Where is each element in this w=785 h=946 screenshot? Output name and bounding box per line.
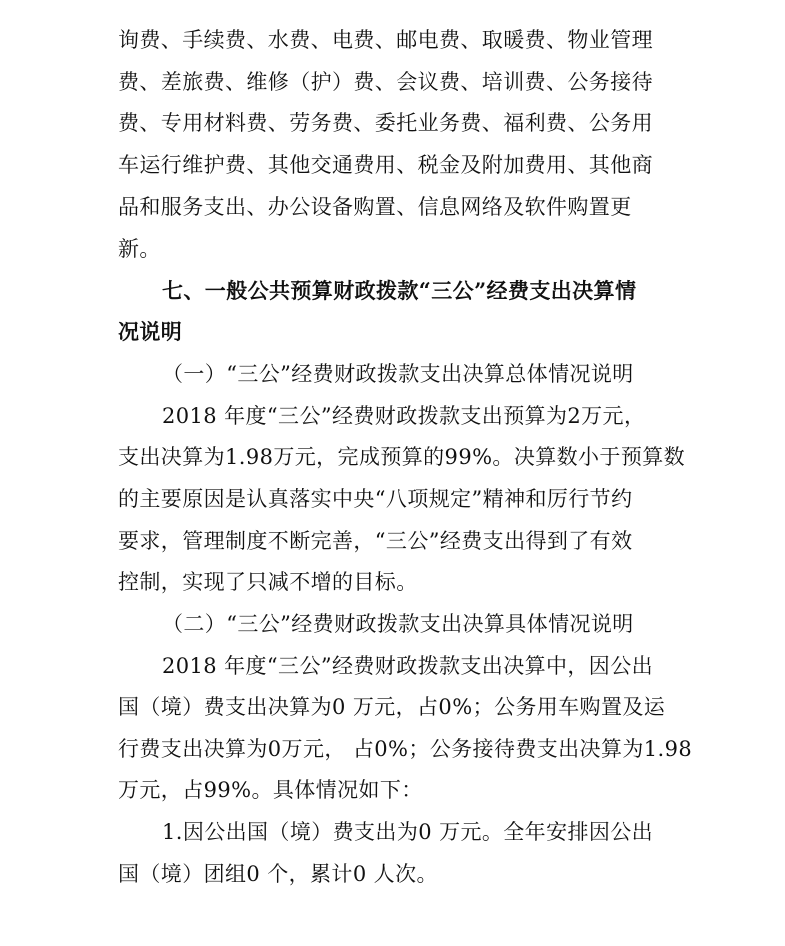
paragraph-line: 费、专用材料费、劳务费、委托业务费、福利费、公务用 (118, 111, 653, 135)
paragraph-line: 支出决算为1.98万元，完成预算的99%。决算数小于预算数 (118, 445, 686, 469)
paragraph-line: 行费支出决算为0万元， 占0%；公务接待费支出决算为1.98 (118, 737, 693, 761)
subsection-heading: （二）“三公”经费财政拨款支出决算具体情况说明 (162, 612, 634, 636)
paragraph-line: 2018 年度“三公”经费财政拨款支出决算中，因公出 (162, 654, 653, 678)
paragraph-line: 费、差旅费、维修（护）费、会议费、培训费、公务接待 (118, 70, 653, 94)
paragraph-line: 车运行维护费、其他交通费用、税金及附加费用、其他商 (118, 153, 653, 177)
paragraph-line: 国（境）费支出决算为0 万元，占0%；公务用车购置及运 (118, 695, 666, 719)
paragraph-line: 2018 年度“三公”经费财政拨款支出预算为2万元， (162, 404, 646, 428)
list-item-line: 1.因公出国（境）费支出为0 万元。全年安排因公出 (162, 820, 654, 844)
subsection-heading: （一）“三公”经费财政拨款支出决算总体情况说明 (162, 362, 634, 386)
paragraph-line: 控制，实现了只减不增的目标。 (118, 570, 418, 594)
section-heading: 七、一般公共预算财政拨款“三公”经费支出决算情 (162, 278, 637, 303)
paragraph-line: 品和服务支出、办公设备购置、信息网络及软件购置更 (118, 195, 632, 219)
paragraph-line: 新。 (118, 237, 161, 261)
paragraph-line: 的主要原因是认真落实中央“八项规定”精神和厉行节约 (118, 487, 633, 511)
paragraph-line: 万元，占99%。具体情况如下： (118, 778, 423, 802)
list-item-line: 国（境）团组0 个，累计0 人次。 (118, 862, 438, 886)
paragraph-line: 要求，管理制度不断完善，“三公”经费支出得到了有效 (118, 529, 633, 553)
paragraph-line: 询费、手续费、水费、电费、邮电费、取暖费、物业管理 (118, 28, 653, 52)
section-heading-continuation: 况说明 (118, 319, 183, 344)
